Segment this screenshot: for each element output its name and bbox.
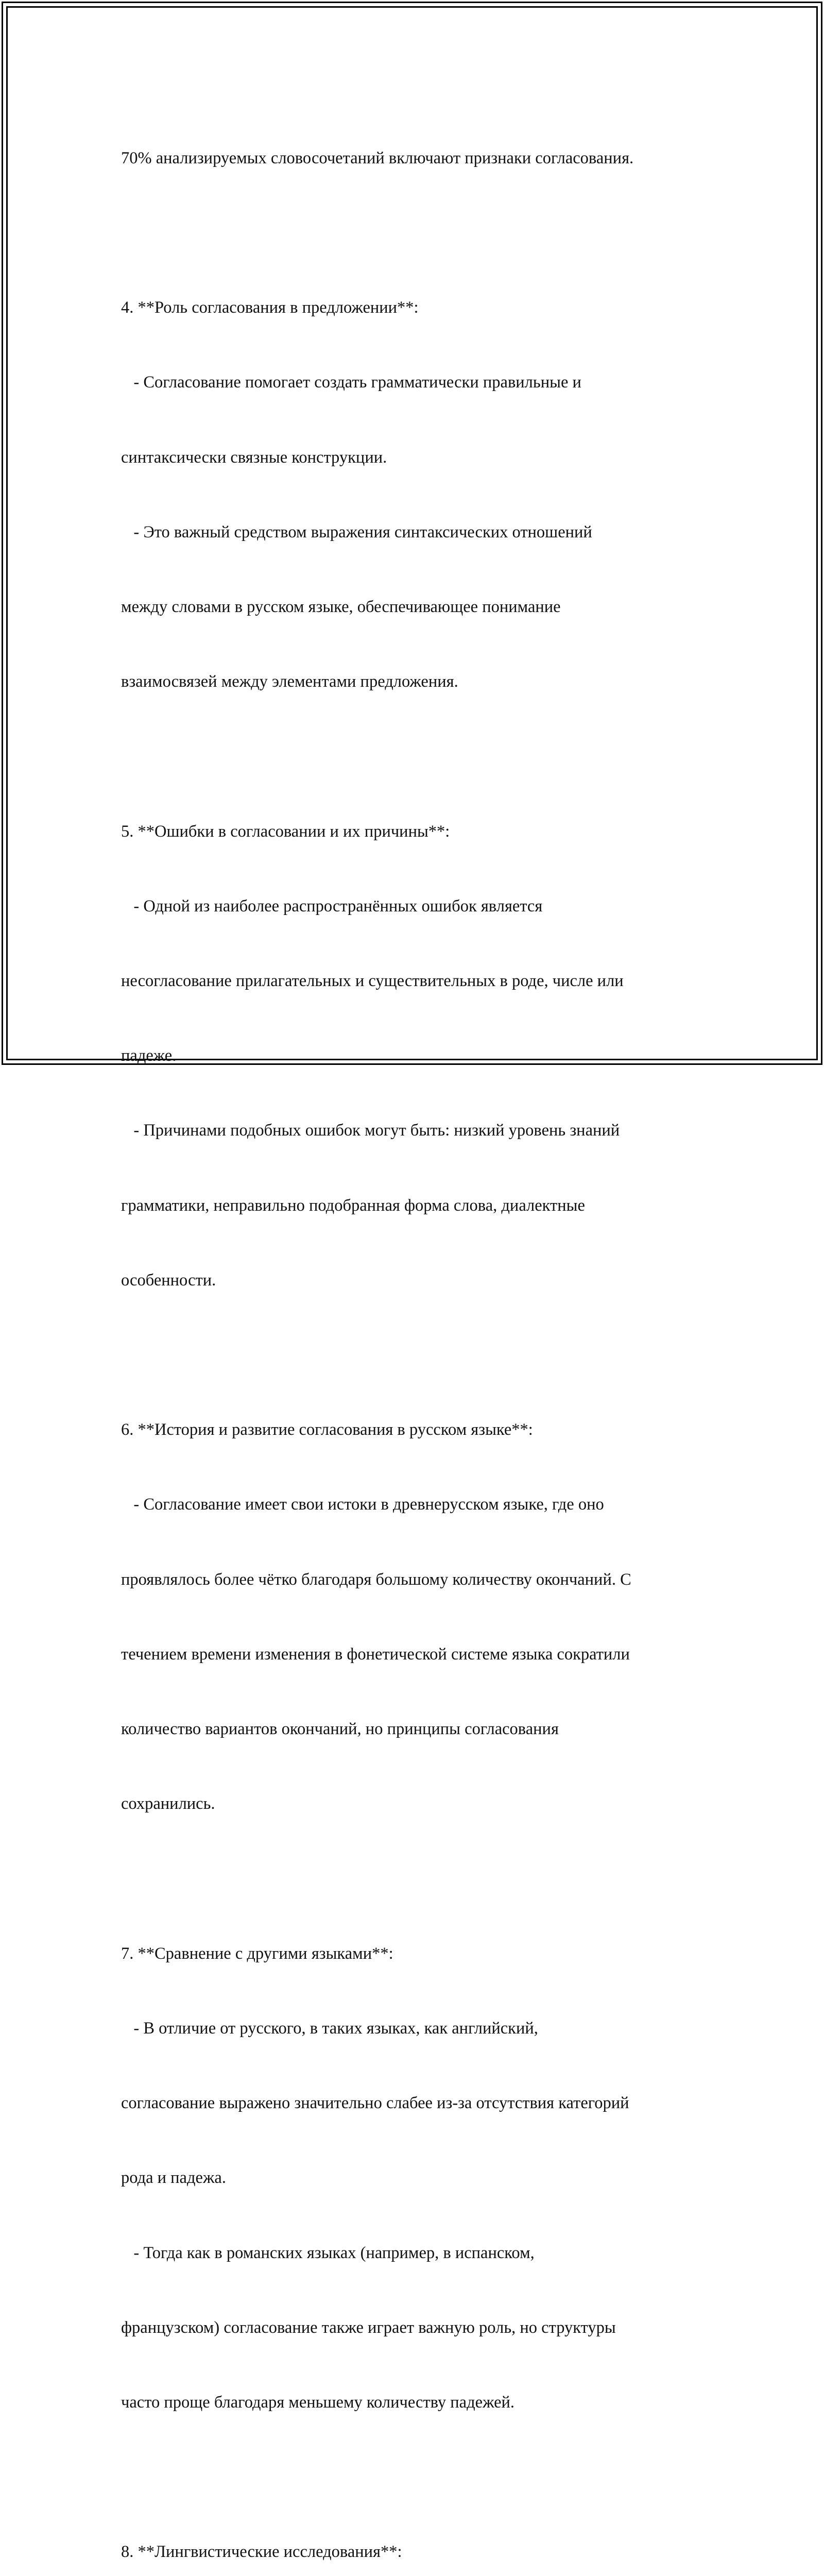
text-line: грамматики, неправильно подобранная форма слова, диалектные xyxy=(121,1196,585,1215)
section-heading: 4. **Роль согласования в предложении**: xyxy=(121,298,419,317)
blank-line xyxy=(121,1343,718,1367)
section-heading: 6. **История и развитие согласования в русском языке**: xyxy=(121,1420,533,1439)
blank-line xyxy=(121,1866,718,1891)
text-line: рода и падежа. xyxy=(121,2168,226,2188)
text-line: - Тогда как в романских языках (например, в испанском, xyxy=(121,2243,535,2262)
text-line: - Согласование помогает создать грамматически правильные и xyxy=(121,373,581,392)
text-line: проявлялось более чётко благодаря большому количеству окончаний. С xyxy=(121,1570,631,1589)
blank-line xyxy=(121,2465,718,2489)
text-line: - Это важный средством выражения синтаксических отношений xyxy=(121,522,592,541)
document-body xyxy=(121,96,718,2576)
text-line: - Причинами подобных ошибок могут быть: низкий уровень знаний xyxy=(121,1121,620,1140)
text-line: количество вариантов окончаний, но принципы согласования xyxy=(121,1720,559,1739)
text-line: 70% анализируемых словосочетаний включают признаки согласования. xyxy=(121,148,634,167)
section-heading: 5. **Ошибки в согласовании и их причины**: xyxy=(121,822,450,841)
blank-line xyxy=(121,221,718,245)
text-line: течением времени изменения в фонетической системе языка сократили xyxy=(121,1645,630,1664)
section-heading: 8. **Лингвистические исследования**: xyxy=(121,2543,402,2562)
text-line: сохранились. xyxy=(121,1794,215,1814)
text-line: особенности. xyxy=(121,1270,216,1290)
text-line: - Согласование имеет свои истоки в древнерусском языке, где оно xyxy=(121,1495,604,1514)
section-heading: 7. **Сравнение с другими языками**: xyxy=(121,1944,393,1963)
text-line: часто проще благодаря меньшему количеству падежей. xyxy=(121,2393,515,2412)
text-line: падеже. xyxy=(121,1046,177,1065)
text-line: несогласование прилагательных и существительных в роде, числе или xyxy=(121,972,624,991)
text-line: взаимосвязей между элементами предложения. xyxy=(121,672,458,691)
text-line: - В отличие от русского, в таких языках, как английский, xyxy=(121,2019,538,2038)
text-line: синтаксически связные конструкции. xyxy=(121,448,387,467)
text-line: французском) согласование также играет важную роль, но структуры xyxy=(121,2318,616,2337)
blank-line xyxy=(121,744,718,769)
text-line: между словами в русском языке, обеспечивающее понимание xyxy=(121,598,561,617)
text-line: - Одной из наиболее распространённых ошибок является xyxy=(121,896,543,916)
text-line: согласование выражено значительно слабее из-за отсутствия категорий xyxy=(121,2094,629,2113)
